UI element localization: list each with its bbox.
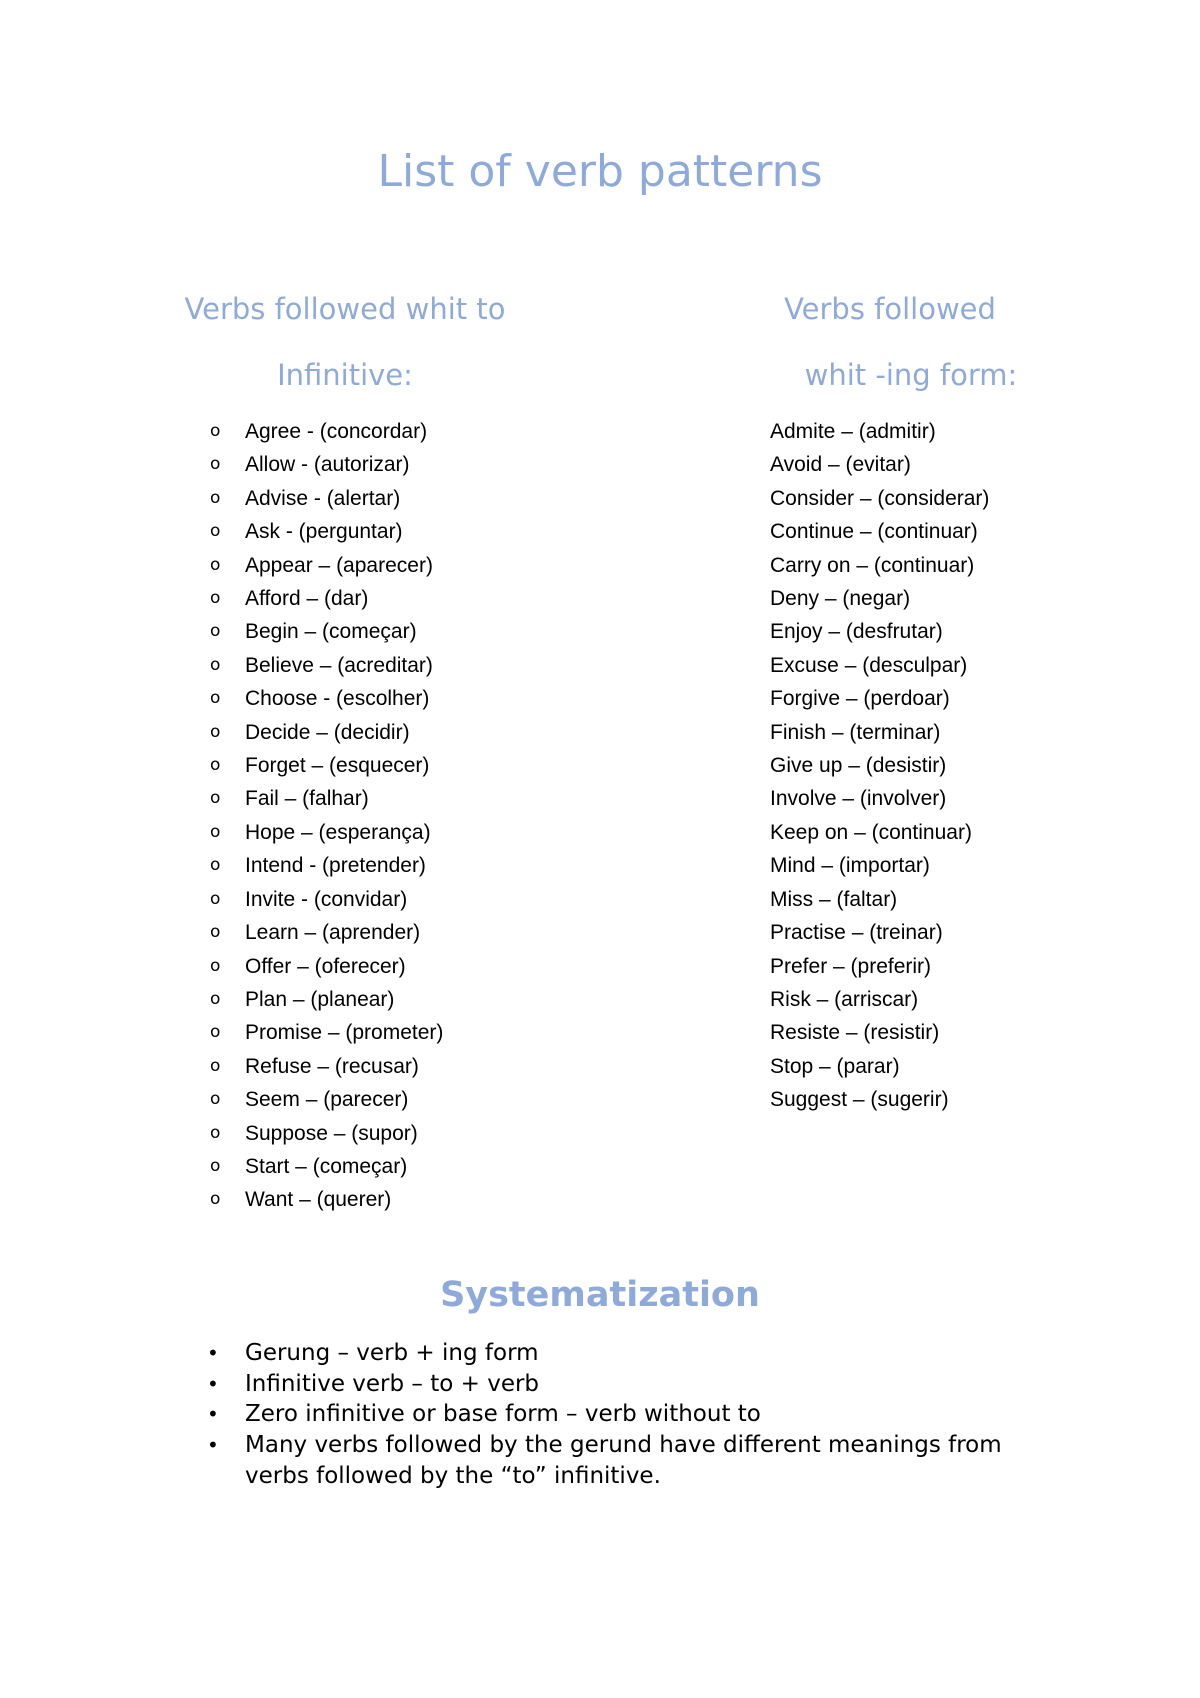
- list-item: [210, 883, 443, 916]
- circle-bullet-icon: o: [210, 487, 221, 508]
- list-item: [210, 615, 443, 648]
- circle-bullet-icon: o: [210, 454, 221, 475]
- circle-bullet-icon: o: [210, 721, 221, 742]
- verb-entry: Invite - (convidar): [245, 887, 408, 911]
- list-item: Resiste – (resistir): [770, 1021, 940, 1045]
- list-item: [210, 1117, 443, 1150]
- summary-text: Many verbs followed by the gerund have different meanings from verbs followed by the “to” infinitive.: [245, 1432, 1002, 1489]
- list-item: Consider – (considerar): [770, 486, 990, 510]
- circle-bullet-icon: o: [210, 521, 221, 542]
- circle-bullet-icon: o: [210, 988, 221, 1009]
- bullet-dot-icon: •: [207, 1341, 219, 1365]
- verb-entry: Learn – (aprender): [245, 921, 421, 945]
- verb-entry: Ask - (perguntar): [245, 520, 403, 544]
- list-item: [210, 782, 443, 815]
- page-title: List of verb patterns: [377, 146, 823, 197]
- verb-entry: Agree - (concordar): [245, 420, 428, 443]
- list-item: Enjoy – (desfrutar): [770, 620, 943, 644]
- verb-entry: Choose - (escolher): [245, 687, 430, 711]
- circle-bullet-icon: o: [210, 1189, 221, 1210]
- circle-bullet-icon: o: [210, 554, 221, 575]
- list-item: [210, 415, 443, 448]
- list-item: Involve – (involver): [770, 787, 947, 811]
- verb-entry: Seem – (parecer): [245, 1088, 409, 1112]
- verb-entry: Start – (começar): [245, 1154, 408, 1178]
- list-item: Miss – (faltar): [770, 887, 898, 911]
- circle-bullet-icon: o: [210, 688, 221, 709]
- list-item: [210, 916, 443, 949]
- list-item: [210, 1083, 443, 1116]
- list-item: [210, 983, 443, 1016]
- list-item: Practise – (treinar): [770, 921, 943, 945]
- list-item: [210, 1016, 444, 1049]
- circle-bullet-icon: o: [210, 1055, 221, 1076]
- summary-text: Infinitive verb – to + verb: [245, 1370, 540, 1397]
- infinitive-heading-line2: Infinitive:: [277, 358, 413, 392]
- verb-entry: Fail – (falhar): [245, 787, 369, 811]
- verb-entry: Begin – (começar): [245, 620, 417, 644]
- verb-entry: Suppose – (supor): [245, 1121, 418, 1145]
- infinitive-verb-list: [210, 415, 444, 1217]
- verb-entry: Plan – (planear): [245, 987, 395, 1011]
- list-item: Deny – (negar): [770, 587, 911, 611]
- list-item: [210, 682, 443, 715]
- gerund-verb-list: [770, 415, 989, 1117]
- list-item: Stop – (parar): [770, 1054, 900, 1078]
- list-item: [210, 582, 443, 615]
- systematization-heading: Systematization: [440, 1275, 760, 1315]
- list-item: [210, 1050, 443, 1083]
- list-item: [207, 1338, 1025, 1369]
- gerund-heading-line2: whit -ing form:: [804, 358, 1018, 392]
- verb-entry: Promise – (prometer): [245, 1021, 444, 1045]
- list-item: Risk – (arriscar): [770, 987, 919, 1011]
- list-item: [210, 716, 443, 749]
- verb-entry: Afford – (dar): [245, 587, 369, 611]
- list-item: Prefer – (preferir): [770, 954, 932, 978]
- list-item: Avoid – (evitar): [770, 453, 911, 477]
- summary-text: Zero infinitive or base form – verb without to: [245, 1401, 761, 1428]
- summary-text: Gerung – verb + ing form: [245, 1340, 539, 1366]
- verb-entry: Hope – (esperança): [245, 820, 431, 844]
- circle-bullet-icon: o: [210, 654, 221, 675]
- circle-bullet-icon: o: [210, 1022, 221, 1043]
- list-item: [210, 816, 443, 849]
- circle-bullet-icon: o: [210, 421, 221, 441]
- list-item: Carry on – (continuar): [770, 553, 975, 577]
- list-item: Finish – (terminar): [770, 720, 941, 744]
- circle-bullet-icon: o: [210, 1089, 221, 1110]
- circle-bullet-icon: o: [210, 855, 221, 876]
- list-item: [210, 849, 443, 882]
- infinitive-column-heading: [140, 276, 550, 408]
- verb-entry: Appear – (aparecer): [245, 553, 433, 577]
- list-item: [210, 1183, 443, 1216]
- list-item: [210, 950, 443, 983]
- verb-entry: Forget – (esquecer): [245, 754, 430, 778]
- systematization-list: [207, 1338, 1025, 1492]
- verb-entry: Allow - (autorizar): [245, 453, 410, 477]
- list-item: [210, 482, 443, 515]
- list-item: Excuse – (desculpar): [770, 653, 968, 677]
- bullet-dot-icon: •: [207, 1433, 219, 1458]
- list-item: [207, 1430, 1025, 1491]
- list-item: [207, 1369, 1025, 1400]
- list-item: Continue – (continuar): [770, 520, 978, 544]
- list-item: Mind – (importar): [770, 854, 930, 878]
- verb-entry: Believe – (acreditar): [245, 653, 433, 677]
- circle-bullet-icon: o: [210, 588, 221, 609]
- bullet-dot-icon: •: [207, 1402, 219, 1427]
- verb-entry: Offer – (oferecer): [245, 954, 406, 978]
- circle-bullet-icon: o: [210, 821, 221, 842]
- list-item: Forgive – (perdoar): [770, 687, 950, 711]
- list-item: [210, 448, 443, 481]
- circle-bullet-icon: o: [210, 788, 221, 809]
- infinitive-heading-line1: Verbs followed whit to: [184, 292, 506, 326]
- list-item: Suggest – (sugerir): [770, 1088, 949, 1112]
- verb-entry: Decide – (decidir): [245, 720, 410, 744]
- bullet-dot-icon: •: [207, 1371, 219, 1396]
- verb-entry: Intend - (pretender): [245, 854, 426, 878]
- circle-bullet-icon: o: [210, 1122, 221, 1143]
- list-item: [210, 549, 443, 582]
- circle-bullet-icon: o: [210, 621, 221, 642]
- list-item: Give up – (desistir): [770, 754, 947, 778]
- circle-bullet-icon: o: [210, 888, 221, 909]
- circle-bullet-icon: o: [210, 922, 221, 943]
- list-item: [210, 1150, 443, 1183]
- list-item: [207, 1399, 1025, 1430]
- gerund-column-heading: [720, 276, 1060, 408]
- verb-entry: Advise - (alertar): [245, 486, 401, 510]
- list-item: [210, 749, 443, 782]
- list-item: Admite – (admitir): [770, 420, 936, 443]
- circle-bullet-icon: o: [210, 955, 221, 976]
- circle-bullet-icon: o: [210, 755, 221, 776]
- list-item: Keep on – (continuar): [770, 820, 972, 844]
- list-item: [210, 515, 443, 548]
- verb-entry: Want – (querer): [245, 1188, 392, 1212]
- verb-entry: Refuse – (recusar): [245, 1054, 419, 1078]
- list-item: [210, 649, 443, 682]
- gerund-heading-line1: Verbs followed: [784, 292, 996, 326]
- circle-bullet-icon: o: [210, 1155, 221, 1176]
